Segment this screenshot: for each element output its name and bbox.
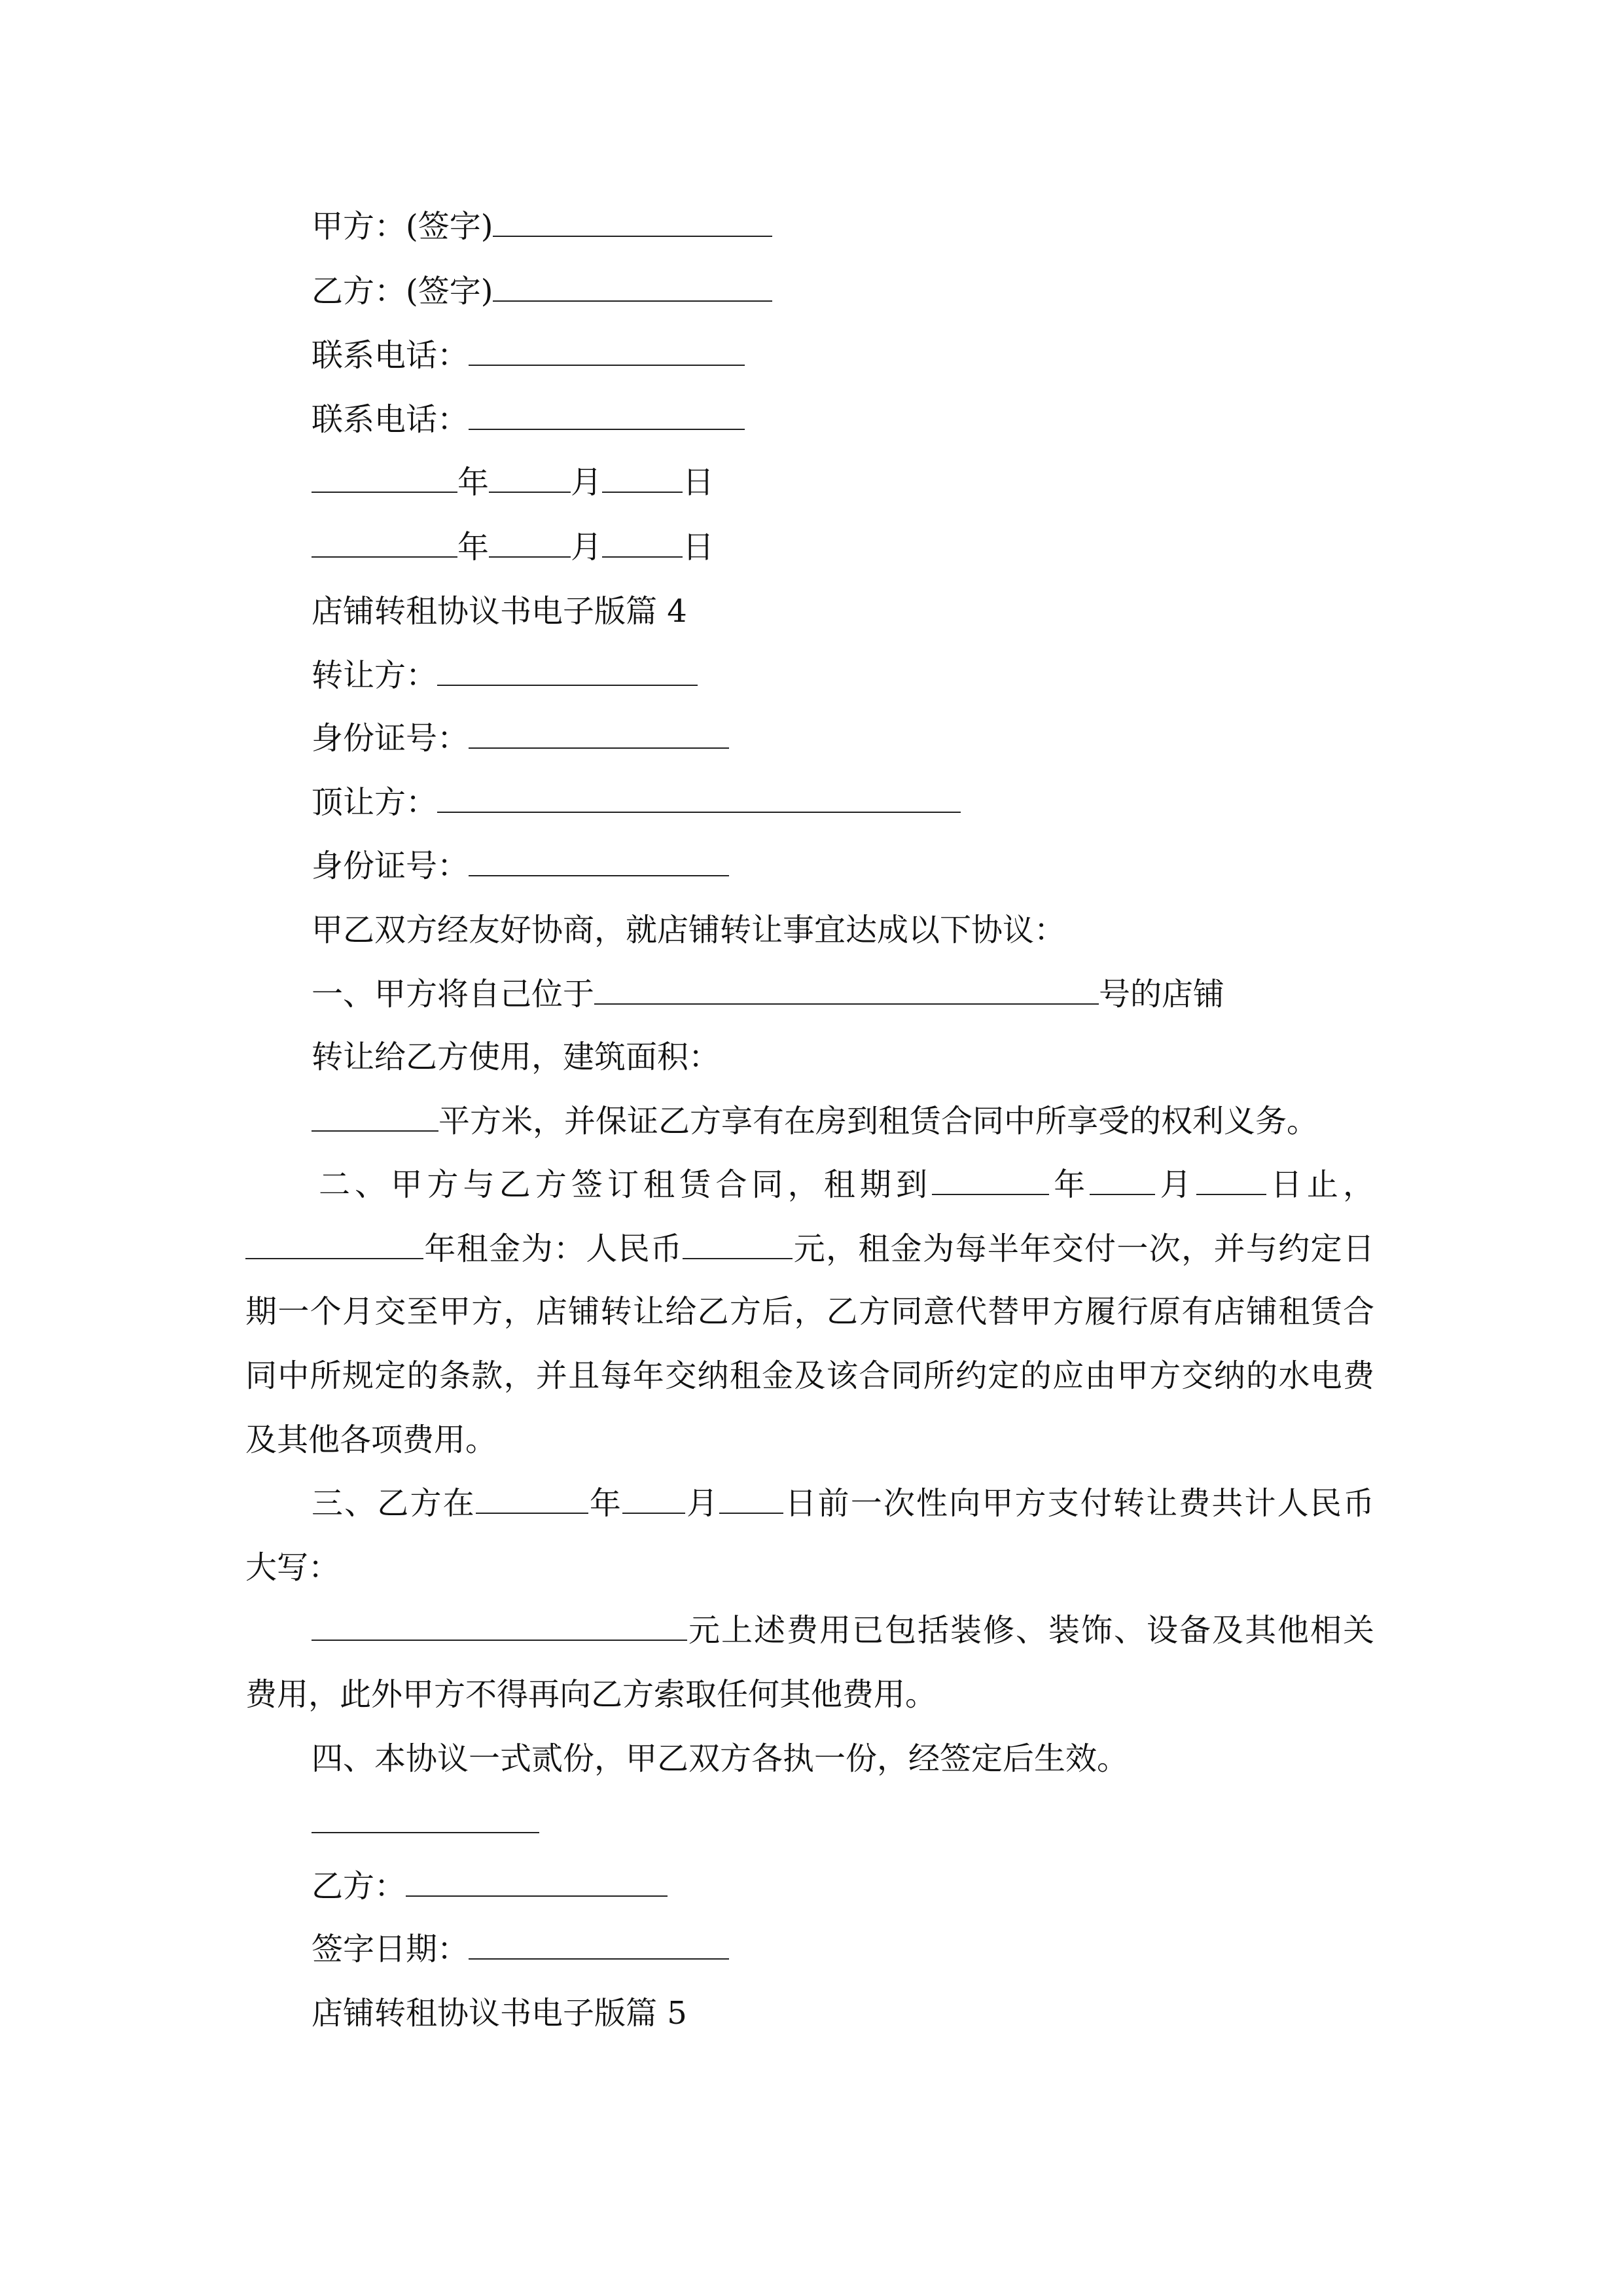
blank [469,846,729,876]
blank [476,1484,588,1514]
text: 元，租金为每半年交付一次，并与约定日 [793,1230,1374,1267]
label: 签字日期： [312,1931,469,1967]
blank [602,463,683,493]
date-line-2 [312,528,714,567]
text: 年 [1049,1166,1090,1203]
blank [312,1803,539,1833]
text: 元上述费用已包括装修、装饰、设备及其他相关 [687,1612,1374,1649]
blank [312,1102,438,1132]
label: 乙方： [312,1868,406,1905]
section-title-5: 店铺转租协议书电子版篇 5 [312,1995,687,2032]
clause-3-line-2: 大写： [245,1549,340,1586]
blank [312,463,457,493]
party-b-line [312,1867,668,1906]
blank [437,656,698,686]
label: 甲方：(签字) [312,208,493,245]
blank [932,1165,1049,1195]
year: 年 [457,529,490,565]
label: 乙方：(签字) [312,273,493,310]
day: 日 [683,464,715,501]
blank [1090,1165,1155,1195]
clause-2-line-1 [319,1165,1374,1204]
section-title-4: 店铺转租协议书电子版篇 4 [312,593,687,630]
blank [469,336,745,366]
text: 号的店铺 [1099,976,1225,1013]
blank [1196,1165,1266,1195]
clause-2-line-3: 期一个月交至甲方，店铺转让给乙方后，乙方同意代替甲方履行原有店铺租赁合 [245,1293,1374,1330]
label: 顶让方： [312,784,438,821]
year: 年 [457,464,490,501]
phone-line-2 [312,400,745,439]
transferee-line [312,783,961,822]
text: 二、甲方与乙方签订租赁合同，租期到 [319,1166,933,1203]
id-line-2 [312,846,729,886]
blank [602,528,683,558]
month: 月 [571,529,603,565]
blank [406,1867,668,1897]
blank [594,975,1099,1005]
blank [489,463,571,493]
signature-party-a [312,207,772,246]
blank [683,1229,793,1259]
clause-1-line-3 [312,1102,1318,1141]
clause-4: 四、本协议一式贰份，甲乙双方各执一份，经签定后生效。 [312,1740,1129,1777]
text: 月 [685,1485,720,1522]
blank [622,1484,685,1514]
clause-1-line-1 [312,975,1224,1014]
blank [719,1484,783,1514]
blank [437,783,961,813]
text: 月 [1155,1166,1196,1203]
sign-date-line [312,1929,729,1969]
blank [489,528,571,558]
label: 联系电话： [312,401,469,438]
text: 年租金为：人民币 [423,1230,683,1267]
date-line-1 [312,463,714,502]
signature-party-b [312,272,772,311]
blank [312,528,457,558]
blank [245,1229,423,1259]
clause-2-line-5: 及其他各项费用。 [245,1422,497,1458]
intro-paragraph: 甲乙双方经友好协商，就店铺转让事宜达成以下协议： [312,912,1066,948]
clause-3-line-3 [312,1611,1374,1650]
signature-blank [312,1803,539,1842]
blank [312,1611,687,1641]
clause-2-line-2 [245,1229,1374,1268]
phone-line-1 [312,336,745,375]
blank [493,272,772,302]
clause-2-line-4: 同中所规定的条款，并且每年交纳租金及该合同所约定的应由甲方交纳的水电费 [245,1357,1374,1394]
label: 联系电话： [312,337,469,374]
text: 日止， [1266,1166,1374,1203]
text: 一、甲方将自己位于 [312,976,595,1013]
clause-3-line-4: 费用，此外甲方不得再向乙方索取任何其他费用。 [245,1676,937,1713]
id-line-1 [312,719,729,758]
month: 月 [571,464,603,501]
blank [469,1929,729,1960]
blank [469,400,745,430]
label: 身份证号： [312,720,469,757]
clause-1-line-2: 转让给乙方使用，建筑面积： [312,1039,721,1075]
text: 日前一次性向甲方支付转让费共计人民币 [783,1485,1374,1522]
day: 日 [683,529,715,565]
text: 年 [588,1485,623,1522]
label: 身份证号： [312,848,469,884]
transferor-line [312,656,698,695]
text: 平方米，并保证乙方享有在房到租赁合同中所享受的权利义务。 [438,1103,1319,1139]
blank [469,719,729,749]
text: 三、乙方在 [312,1485,476,1522]
label: 转让方： [312,657,438,694]
clause-3-line-1 [312,1484,1374,1523]
blank [493,207,772,237]
